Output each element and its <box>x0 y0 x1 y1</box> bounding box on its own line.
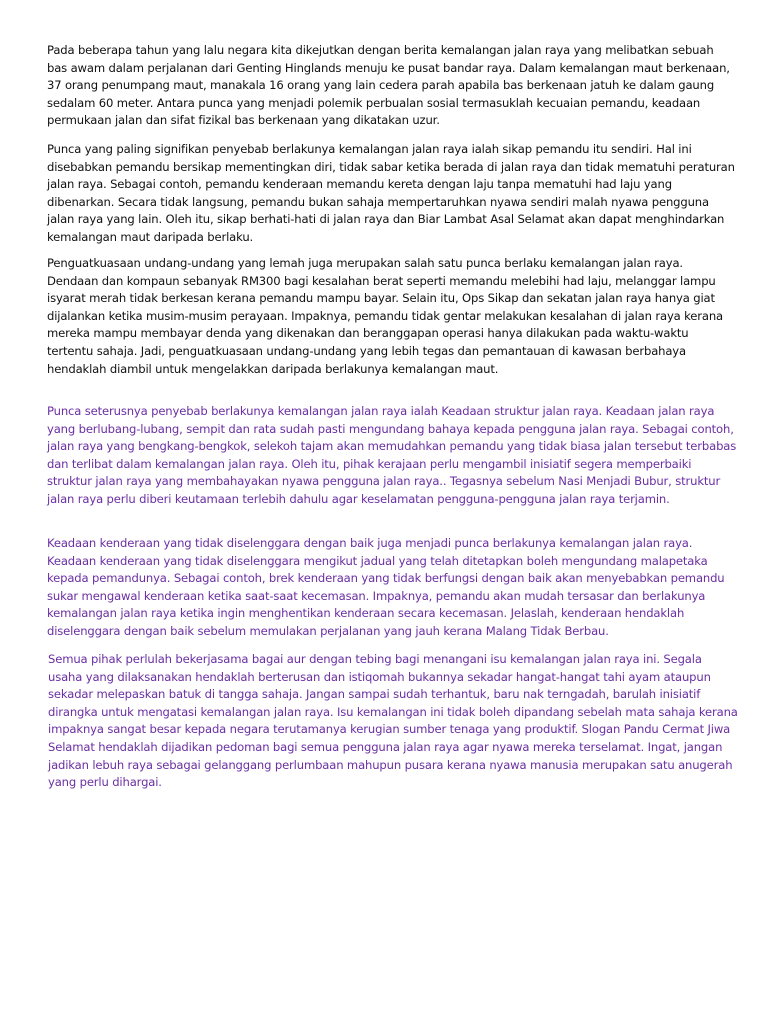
paragraph-vehicle-maintenance: Keadaan kenderaan yang tidak diselenggara dengan baik juga menjadi punca berlakunya kemalangan jalan raya. Keadaan kenderaan yang tidak diselenggara mengikut jadual yang telah ditetapkan boleh mengundang malapetaka kepada pemandunya. Sebagai contoh, brek kenderaan yang tidak berfungsi dengan baik akan menyebabkan pemandu sukar mengawal kenderaan ketika saat-saat kecemasan. Impaknya, pemandu akan mudah tersasar dan berlakunya kemalangan jalan raya ketika ingin menghentikan kenderaan secara kecemasan. Jelaslah, kenderaan hendaklah diselenggara dengan baik sebelum memulakan perjalanan yang jauh kerana Malang Tidak Berbau. <box>47 536 725 638</box>
paragraph-road-structure: Punca seterusnya penyebab berlakunya kemalangan jalan raya ialah Keadaan struktur jalan raya. Keadaan jalan raya yang berlubang-lubang, sempit dan rata sudah pasti mengundang bahaya kepada pengguna jalan raya. Sebagai contoh, jalan raya yang bengkang-bengkok, selekoh tajam akan memudahkan pemandu yang tidak biasa jalan tersebut terbabas dan terlibat dalam kemalangan jalan raya. Oleh itu, pihak kerajaan perlu mengambil inisiatif segera memperbaiki struktur jalan raya yang membahayakan nyawa pengguna jalan raya.. Tegasnya sebelum Nasi Menjadi Bubur, struktur jalan raya perlu diberi keutamaan terlebih dahulu agar keselamatan pengguna-pengguna jalan raya terjamin. <box>47 404 737 506</box>
paragraph-conclusion: Semua pihak perlulah bekerjasama bagai aur dengan tebing bagi menangani isu kemalangan jalan raya ini. Segala usaha yang dilaksanakan hendaklah berterusan dan istiqomah bukannya sekadar hangat-hangat tahi ayam ataupun sekadar melepaskan batuk di tangga sahaja. Jangan sampai sudah terhantuk, baru nak terngadah, barulah inisiatif dirangka untuk mengatasi kemalangan jalan raya. Isu kemalangan ini tidak boleh dipandang sebelah mata sahaja kerana impaknya sangat besar kepada negara terutamanya kerugian sumber tenaga yang produktif. Slogan Pandu Cermat Jiwa Selamat hendaklah dijadikan pedoman bagi semua pengguna jalan raya agar nyawa mereka terselamat. Ingat, jangan jadikan lebuh raya sebagai gelanggang perlumbaan mahupun pusara kerana nyawa manusia merupakan satu anugerah yang perlu dihargai. <box>48 652 738 790</box>
paragraph-introduction: Pada beberapa tahun yang lalu negara kita dikejutkan dengan berita kemalangan jalan raya yang melibatkan sebuah bas awam dalam perjalanan dari Genting Hinglands menuju ke pusat bandar raya. Dalam kemalangan maut berkenaan, 37 orang penumpang maut, manakala 16 orang yang lain cedera parah apabila bas berkenaan jatuh ke dalam gaung sedalam 60 meter. Antara punca yang menjadi polemik perbualan sosial termasuklah kecuaian pemandu, keadaan permukaan jalan dan sifat fizikal bas berkenaan yang dikatakan uzur. <box>47 43 730 128</box>
paragraph-driver-attitude: Punca yang paling signifikan penyebab berlakunya kemalangan jalan raya ialah sikap pemandu itu sendiri. Hal ini disebabkan pemandu bersikap mementingkan diri, tidak sabar ketika berada di jalan raya dan tidak mematuhi peraturan jalan raya. Sebagai contoh, pemandu kenderaan memandu kereta dengan laju tanpa mematuhi had laju yang dibenarkan. Secara tidak langsung, pemandu bukan sahaja mempertaruhkan nyawa sendiri malah nyawa pengguna jalan raya yang lain. Oleh itu, sikap berhati-hati di jalan raya dan Biar Lambat Asal Selamat akan dapat menghindarkan kemalangan maut daripada berlaku. <box>47 142 735 244</box>
paragraph-law-enforcement: Penguatkuasaan undang-undang yang lemah juga merupakan salah satu punca berlaku kemalangan jalan raya. Dendaan dan kompaun sebanyak RM300 bagi kesalahan berat seperti memandu melebihi had laju, melanggar lampu isyarat merah tidak berkesan kerana pemandu mampu bayar. Selain itu, Ops Sikap dan sekatan jalan raya hanya giat dijalankan ketika musim-musim perayaan. Impaknya, pemandu tidak gentar melakukan kesalahan di jalan raya kerana mereka mampu membayar denda yang dikenakan dan beranggapan operasi hanya dilakukan pada waktu-waktu tertentu sahaja. Jadi, penguatkuasaan undang-undang yang lebih tegas dan pemantauan di kawasan berbahaya hendaklah diambil untuk mengelakkan daripada berlakunya kemalangan maut. <box>47 256 723 376</box>
